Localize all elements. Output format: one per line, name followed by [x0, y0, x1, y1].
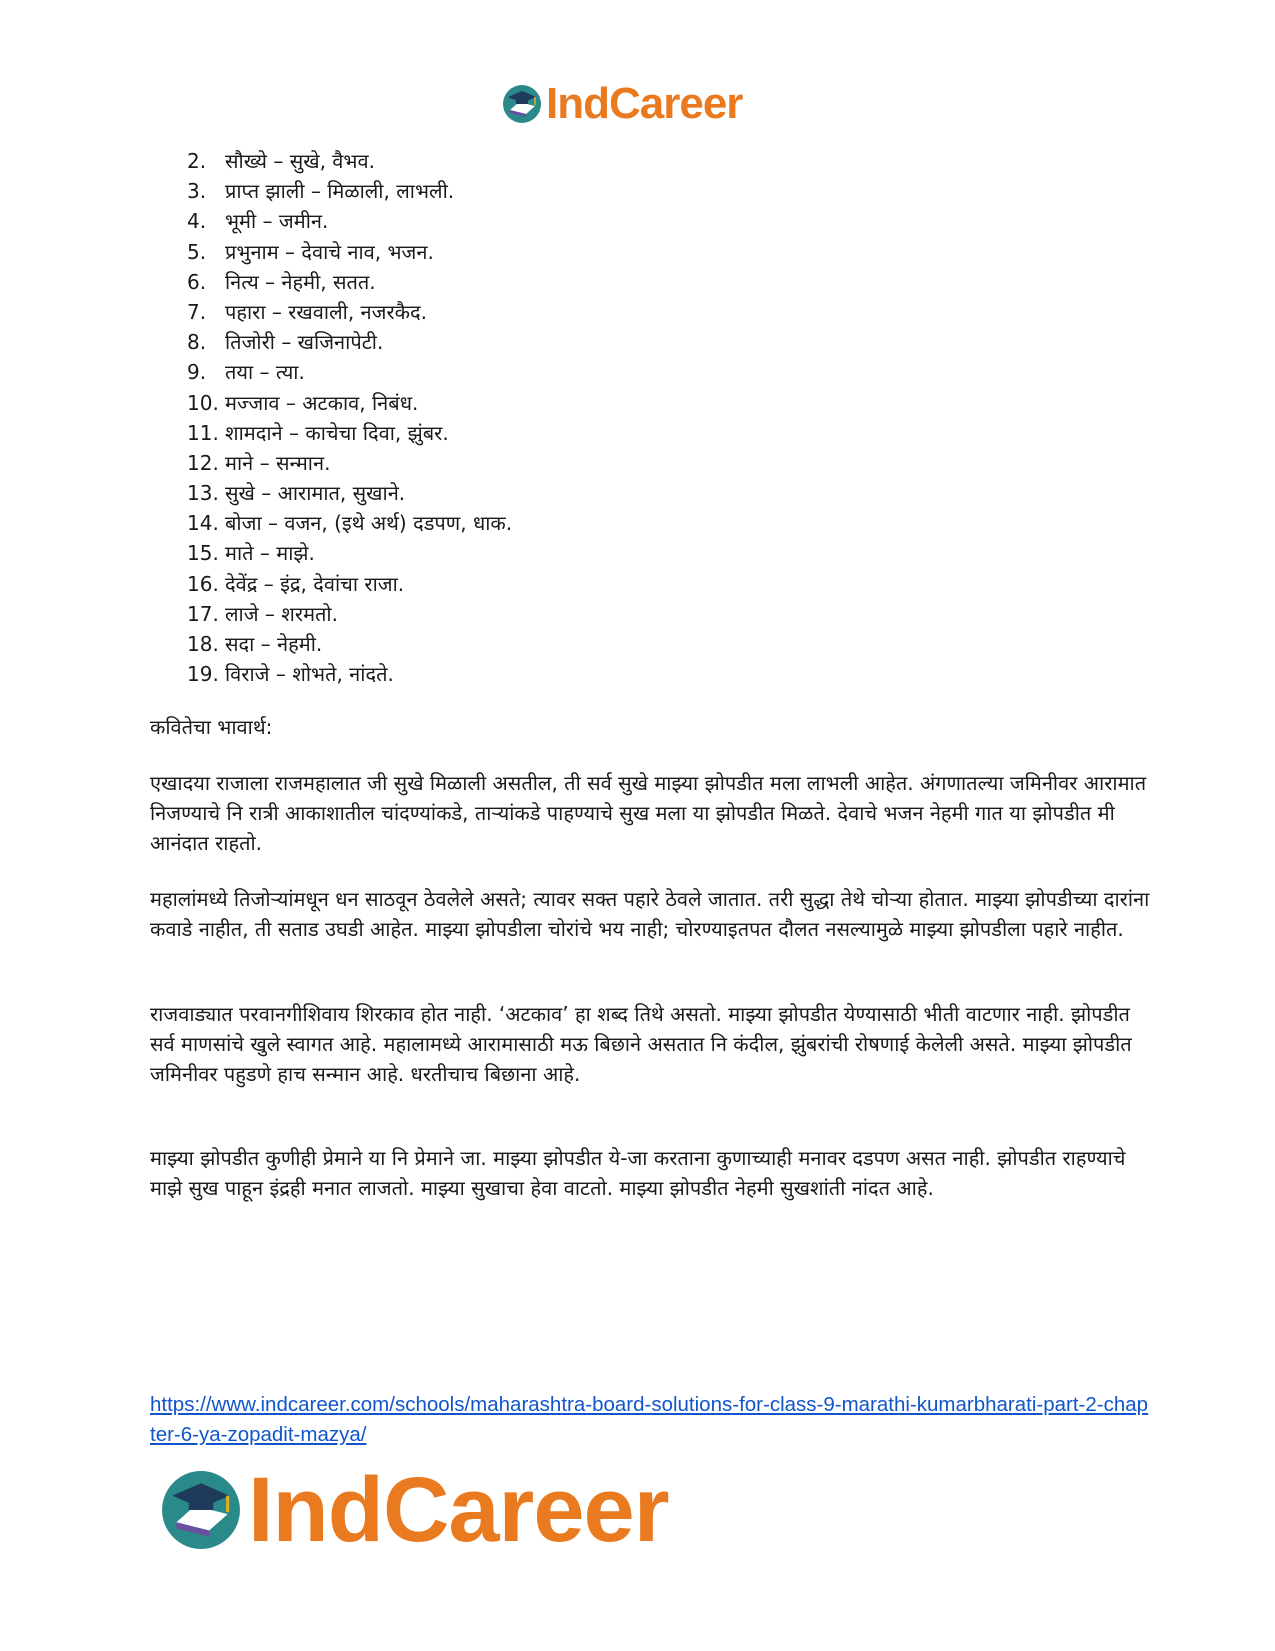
glossary-item [187, 629, 512, 659]
glossary-item-number: 15. [187, 541, 219, 566]
glossary-item-number: 14. [187, 511, 219, 536]
glossary-list [187, 146, 512, 689]
glossary-item-text: नित्य – नेहमी, सतत. [225, 269, 376, 294]
glossary-item-text: तया – त्या. [225, 360, 305, 385]
glossary-item-number: 16. [187, 571, 219, 596]
glossary-item-text: माते – माझे. [225, 541, 315, 566]
glossary-item-number: 12. [187, 450, 219, 475]
glossary-item-number: 17. [187, 601, 219, 626]
glossary-item [187, 237, 512, 267]
glossary-item-number: 18. [187, 632, 219, 656]
glossary-item-text: बोजा – वजन, (इथे अर्थ) दडपण, धाक. [225, 511, 513, 536]
glossary-item [187, 538, 512, 568]
glossary-item-text: लाजे – शरमतो. [225, 601, 338, 626]
glossary-item-text: विराजे – शोभते, नांदते. [225, 662, 394, 687]
glossary-item-text: मज्जाव – अटकाव, निबंध. [225, 390, 419, 415]
paragraph: एखादया राजाला राजमहालात जी सुखे मिळाली असतील, ती सर्व सुखे माझ्या झोपडीत मला लाभली आहेत. अंगणातल्या जमिनीवर आरामात निजण्याचे नि रात्री आकाशातील चांदण्यांकडे, ताऱ्यांकडे पाहण्याचे सुख मला या झोपडीत मिळते. देवाचे भजन नेहमी गात या झोपडीत मी आनंदात राहतो. [150, 771, 1147, 855]
glossary-item [187, 659, 512, 689]
glossary-item [187, 418, 512, 448]
glossary-item-number: 4. [187, 209, 207, 234]
glossary-item [187, 327, 512, 357]
glossary-item-number: 19. [187, 662, 219, 687]
glossary-item-text: तिजोरी – खजिनापेटी. [225, 330, 384, 355]
footer-logo [160, 1459, 669, 1561]
glossary-item [187, 176, 512, 206]
glossary-item-text: सुखे – आरामात, सुखाने. [225, 481, 406, 506]
glossary-item-number: 8. [187, 330, 207, 355]
glossary-item [187, 357, 512, 387]
graduation-cap-book-icon [502, 84, 542, 124]
glossary-item [187, 388, 512, 418]
glossary-item-number: 2. [187, 149, 207, 173]
paragraph: राजवाड्यात परवानगीशिवाय शिरकाव होत नाही. ‘अटकाव’ हा शब्द तिथे असतो. माझ्या झोपडीत येण्यासाठी भीती वाटणार नाही. झोपडीत सर्व माणसांचे खुले स्वागत आहे. महालामध्ये आरामासाठी मऊ बिछाने असतात नि कंदील, झुंबरांची रोषणाई केलेली असते. माझ्या झोपडीत जमिनीवर पहुडणे हाच सन्मान आहे. धरतीचाच बिछाना आहे. [150, 1002, 1132, 1086]
paragraph: माझ्या झोपडीत कुणीही प्रेमाने या नि प्रेमाने जा. माझ्या झोपडीत ये-जा करताना कुणाच्याही मनावर दडपण असत नाही. झोपडीत राहण्याचे माझे सुख पाहून इंद्रही मनात लाजतो. माझ्या सुखाचा हेवा वाटतो. माझ्या झोपडीत नेहमी सुखशांती नांदत आहे. [150, 1146, 1126, 1200]
glossary-item [187, 448, 512, 478]
glossary-item-number: 7. [187, 299, 207, 324]
glossary-item [187, 569, 512, 599]
glossary-item-text: देवेंद्र – इंद्र, देवांचा राजा. [225, 571, 405, 596]
glossary-item [187, 146, 512, 176]
glossary-item-text: माने – सन्मान. [225, 450, 331, 475]
glossary-item-number: 6. [187, 269, 207, 294]
glossary-item-number: 13. [187, 481, 219, 506]
glossary-item-number: 5. [187, 239, 207, 264]
source-link[interactable]: https://www.indcareer.com/schools/maharashtra-board-solutions-for-class-9-marathi-kumarbharati-part-2-chapter-6-ya-zopadit-mazya/ [150, 1393, 1149, 1446]
glossary-item [187, 206, 512, 236]
glossary-item-number: 11. [187, 420, 219, 445]
brand-name: IndCareer [546, 79, 743, 128]
glossary-item-number: 3. [187, 179, 207, 204]
section-heading: कवितेचा भावार्थ: [150, 715, 273, 739]
paragraph: महालांमध्ये तिजोऱ्यांमधून धन साठवून ठेवलेले असते; त्यावर सक्त पहारे ठेवले जातात. तरी सुद्धा तेथे चोऱ्या होतात. माझ्या झोपडीच्या दारांना कवाडे नाहीत, ती सताड उघडी आहेत. माझ्या झोपडीला चोरांचे भय नाही; चोरण्याइतपत दौलत नसल्यामुळे माझ्या झोपडीला पहारे नाहीत. [150, 887, 1150, 941]
glossary-item-text: सौख्ये – सुखे, वैभव. [225, 149, 375, 173]
header-logo [502, 80, 742, 128]
glossary-item [187, 267, 512, 297]
glossary-item [187, 297, 512, 327]
glossary-item-number: 9. [187, 360, 207, 385]
glossary-item-text: भूमी – जमीन. [225, 209, 329, 234]
glossary-item-text: सदा – नेहमी. [225, 632, 323, 656]
glossary-item-text: प्राप्त झाली – मिळाली, लाभली. [225, 179, 455, 204]
glossary-item [187, 508, 512, 538]
glossary-item [187, 599, 512, 629]
glossary-item-text: प्रभुनाम – देवाचे नाव, भजन. [225, 239, 434, 264]
glossary-item-number: 10. [187, 390, 219, 415]
brand-name: IndCareer [248, 1459, 669, 1561]
graduation-cap-book-icon [160, 1469, 242, 1551]
glossary-item-text: शामदाने – काचेचा दिवा, झुंबर. [225, 420, 449, 445]
glossary-item [187, 478, 512, 508]
glossary-item-text: पहारा – रखवाली, नजरकैद. [225, 299, 427, 324]
